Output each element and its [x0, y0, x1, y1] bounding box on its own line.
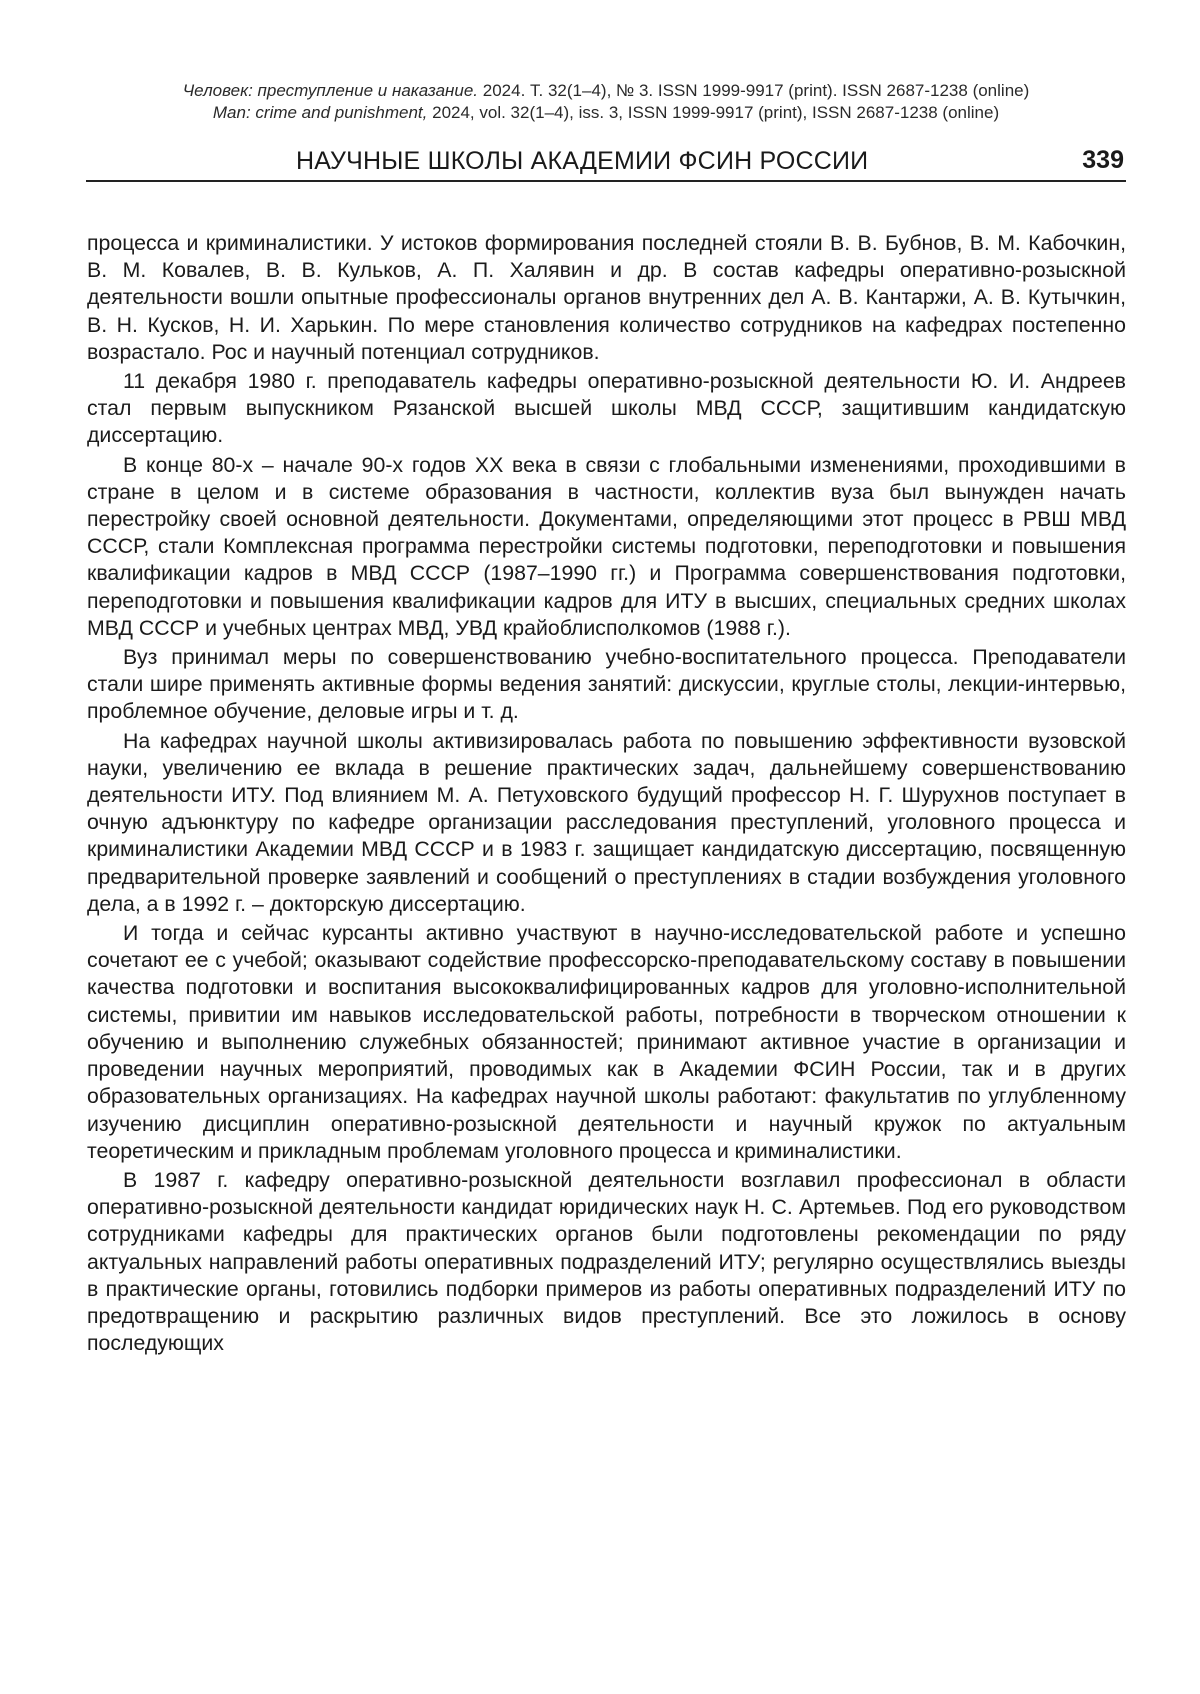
running-header [88, 80, 1124, 124]
paragraph: В 1987 г. кафедру оперативно-розыскной деятельности возглавил профессионал в области оперативно-розыскной деятельности кандидат юридических наук Н. С. Артемьев. Под его руководством сотрудниками кафедры для практических органов были подготовлены рекомендации по ряду актуальных направлений работы оперативных подразделений ИТУ; регулярно осуществлялись выезды в практические органы, готовились подборки примеров из работы оперативных подразделений ИТУ по предотвращению и раскрытию различных видов преступлений. Все это ложилось в основу последующих [87, 1167, 1126, 1356]
citation-details-en: 2024, vol. 32(1–4), iss. 3, ISSN 1999-9917 (print), ISSN 2687-1238 (online) [427, 103, 1000, 122]
paragraph: И тогда и сейчас курсанты активно участвуют в научно-исследовательской работе и успешно сочетают ее с учебой; оказывают содействие профессорско-преподавательскому составу в повышении качества подготовки и воспитания высококвалифицированных кадров для уголовно-исполнительной системы, привитии им навыков исследовательской работы, потребности в творческом отношении к обучению и выполнению служебных обязанностей; принимают активное участие в организации и проведении научных мероприятий, проводимых как в Академии ФСИН России, так и в других образовательных организациях. На кафедрах научной школы работают: факультатив по углубленному изучению дисциплин оперативно-розыскной деятельности и научный кружок по актуальным теоретическим и прикладным проблемам уголовного процесса и криминалистики. [87, 921, 1126, 1163]
paragraph: 11 декабря 1980 г. преподаватель кафедры оперативно-розыскной деятельности Ю. И. Андреев стал первым выпускником Рязанской высшей школы МВД СССР, защитившим кандидатскую диссертацию. [87, 369, 1126, 448]
citation-details-ru: 2024. Т. 32(1–4), № 3. ISSN 1999-9917 (print). ISSN 2687-1238 (online) [478, 81, 1030, 100]
paragraph: На кафедрах научной школы активизировалась работа по повышению эффективности вузовской науки, увеличению ее вклада в решение практических задач, дальнейшему совершенствованию деятельности ИТУ. Под влиянием М. А. Петуховского будущий профессор Н. Г. Шурухнов поступает в очную адъюнктуру по кафедре организации расследования преступлений, уголовного процесса и криминалистики Академии МВД СССР и в 1983 г. защищает кандидатскую диссертацию, посвященную предварительной проверке заявлений и сообщений о преступлениях в стадии возбуждения уголовного дела, а в 1992 г. – докторскую диссертацию. [87, 728, 1126, 916]
paragraph-continued: процесса и криминалистики. У истоков формирования последней стояли В. В. Бубнов, В. М. Кабочкин, В. М. Ковалев, В. В. Кульков, А. П. Халявин и др. В состав кафедры оперативно-розыскной деятельности вошли опытные профессионалы органов внутренних дел А. В. Кантаржи, А. В. Кутычкин, В. Н. Кусков, Н. И. Харькин. По мере становления количество сотрудников на кафедрах постепенно возрастало. Рос и научный потенциал сотрудников. [87, 231, 1126, 364]
page-number: 339 [1082, 146, 1124, 174]
article-body [87, 230, 1126, 1359]
journal-title-ru: Человек: преступление и наказание. [182, 81, 479, 100]
section-header [86, 146, 1126, 182]
journal-title-en: Man: crime and punishment, [212, 103, 428, 122]
citation-line-ru [88, 80, 1124, 102]
section-title: НАУЧНЫЕ ШКОЛЫ АКАДЕМИИ ФСИН РОССИИ [296, 147, 869, 175]
paragraph: Вуз принимал меры по совершенствованию учебно-воспитательного процесса. Преподаватели стали шире применять активные формы ведения занятий: дискуссии, круглые столы, лекции-интервью, проблемное обучение, деловые игры и т. д. [87, 645, 1126, 724]
citation-line-en [88, 102, 1124, 124]
paragraph: В конце 80-х – начале 90-х годов XX века в связи с глобальными изменениями, проходившими в стране в целом и в системе образования в частности, коллектив вуза был вынужден начать перестройку своей основной деятельности. Документами, определяющими этот процесс в РВШ МВД СССР, стали Комплексная программа перестройки системы подготовки, переподготовки и повышения квалификации кадров в МВД СССР (1987–1990 гг.) и Программа совершенствования подготовки, переподготовки и повышения квалификации кадров для ИТУ в высших, специальных средних школах МВД СССР и учебных центрах МВД, УВД крайоблисполкомов (1988 г.). [87, 452, 1126, 640]
